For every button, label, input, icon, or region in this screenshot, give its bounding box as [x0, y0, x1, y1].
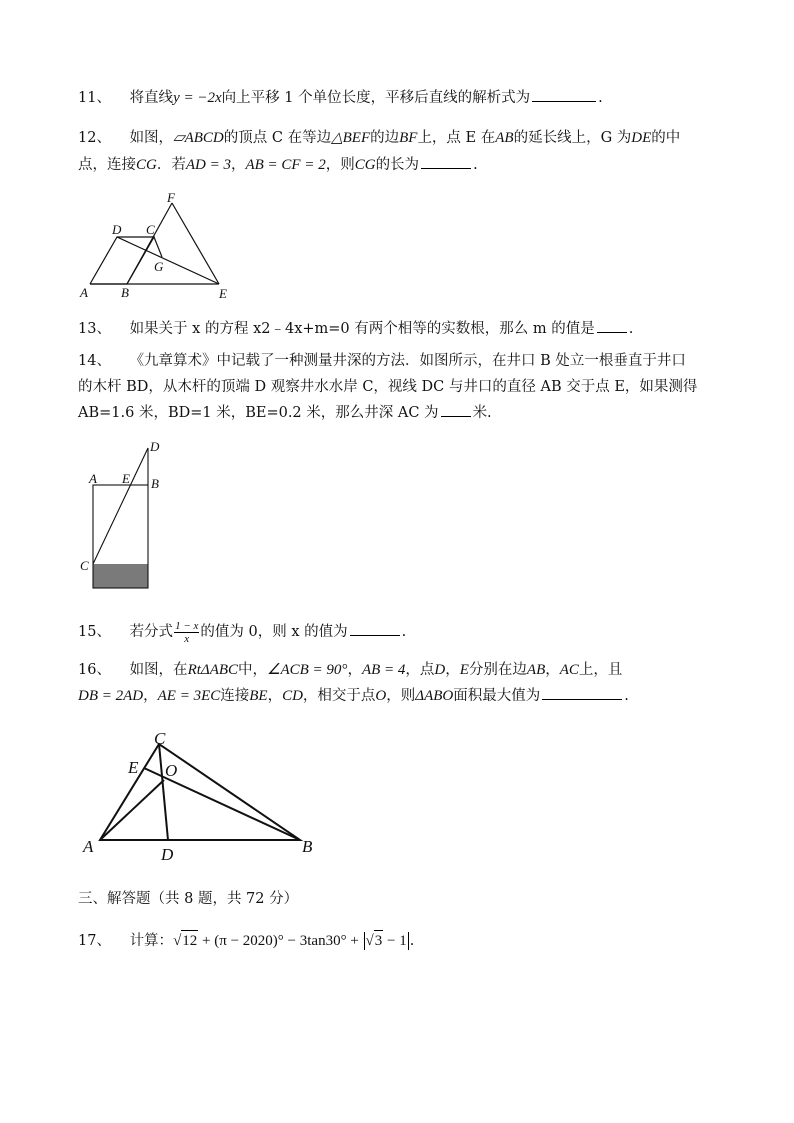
label-D: D	[112, 222, 122, 237]
q14-number: 14、	[78, 353, 111, 369]
section-3-title: 三、解答题（共 8 题，共 72 分）	[78, 891, 299, 907]
label-A: A	[89, 471, 97, 486]
q16-number: 16、	[78, 662, 111, 678]
q11-number: 11、	[78, 90, 111, 106]
answer-blank-12[interactable]	[421, 154, 471, 169]
q17-number: 17、	[78, 933, 111, 949]
question-14-line-1: 14、 《九章算术》中记载了一种测量井深的方法．如图所示，在井口 B 处立一根垂直于井口	[78, 353, 686, 369]
question-16-line-2: DB = 2AD，AE = 3EC连接BE，CD，相交于点O，则ΔABO面积最大值为 .	[78, 685, 629, 706]
question-16-line-1: 16、 如图，在RtΔABC中，∠ACB = 90°，AB = 4，点D，E分别在边AB，AC上，且	[78, 662, 623, 678]
question-11: 11、 将直线y = −2x向上平移 1 个单位长度，平移后直线的解析式为 .	[78, 87, 603, 108]
label-O: O	[165, 761, 178, 780]
question-12-line-2: 点，连接CG．若AD = 3，AB = CF = 2，则CG的长为 .	[78, 154, 478, 175]
parallelogram-abcd	[90, 237, 154, 284]
label-E: E	[122, 471, 130, 486]
question-14-line-2: 的木杆 BD，从木杆的顶端 D 观察井水水岸 C，视线 DC 与井口的直径 AB 交于点 E，如果测得	[78, 379, 698, 395]
question-17: 17、 计算：√12 + (π − 2020)° − 3tan30° + √3 − 1 .	[78, 930, 414, 951]
answer-blank-14[interactable]	[441, 402, 471, 417]
segment-de	[117, 237, 219, 284]
label-C: C	[154, 729, 166, 748]
q12-number: 12、	[78, 130, 111, 146]
label-E: E	[219, 286, 227, 301]
q14-well-figure	[76, 438, 176, 593]
sightline-dc	[93, 448, 148, 564]
label-G: G	[154, 259, 164, 274]
question-13: 13、 如果关于 x 的方程 x2﹣4x+m=0 有两个相等的实数根，那么 m 的值是 .	[78, 318, 633, 339]
answer-blank-11[interactable]	[532, 87, 596, 102]
label-D: D	[150, 439, 160, 454]
label-C: C	[146, 222, 155, 237]
label-B: B	[302, 837, 313, 856]
question-14-line-3: AB=1.6 米，BD=1 米，BE=0.2 米，那么井深 AC 为 米.	[78, 402, 492, 423]
answer-blank-13[interactable]	[597, 318, 627, 333]
question-12-line-1: 12、 如图，▱ABCD的顶点 C 在等边△BEF的边BF上，点 E 在AB的延长线上，G 为DE的中	[78, 130, 681, 146]
side-bf	[127, 203, 172, 284]
well-water	[93, 564, 148, 588]
fraction: $\frac{1 - x}{x}$	[175, 619, 199, 645]
q15-number: 15、	[78, 624, 111, 640]
label-A: A	[80, 285, 88, 300]
q16-triangle-figure	[80, 728, 330, 868]
label-F: F	[167, 190, 175, 205]
segment-cd	[159, 744, 168, 840]
answer-blank-16[interactable]	[542, 685, 622, 700]
label-B: B	[151, 476, 159, 491]
label-A: A	[83, 837, 94, 856]
q13-number: 13、	[78, 321, 111, 337]
q12-figure	[76, 190, 246, 305]
label-D: D	[161, 845, 174, 864]
label-B: B	[121, 285, 129, 300]
q11-equation: y = −2x	[173, 90, 222, 106]
side-fe	[172, 203, 219, 284]
answer-blank-15[interactable]	[350, 621, 400, 636]
label-C: C	[80, 558, 89, 573]
question-15: 15、 若分式 $\frac{1 - x}{x}$ 的值为 0，则 x 的值为 .	[78, 619, 407, 645]
label-E: E	[128, 758, 139, 777]
